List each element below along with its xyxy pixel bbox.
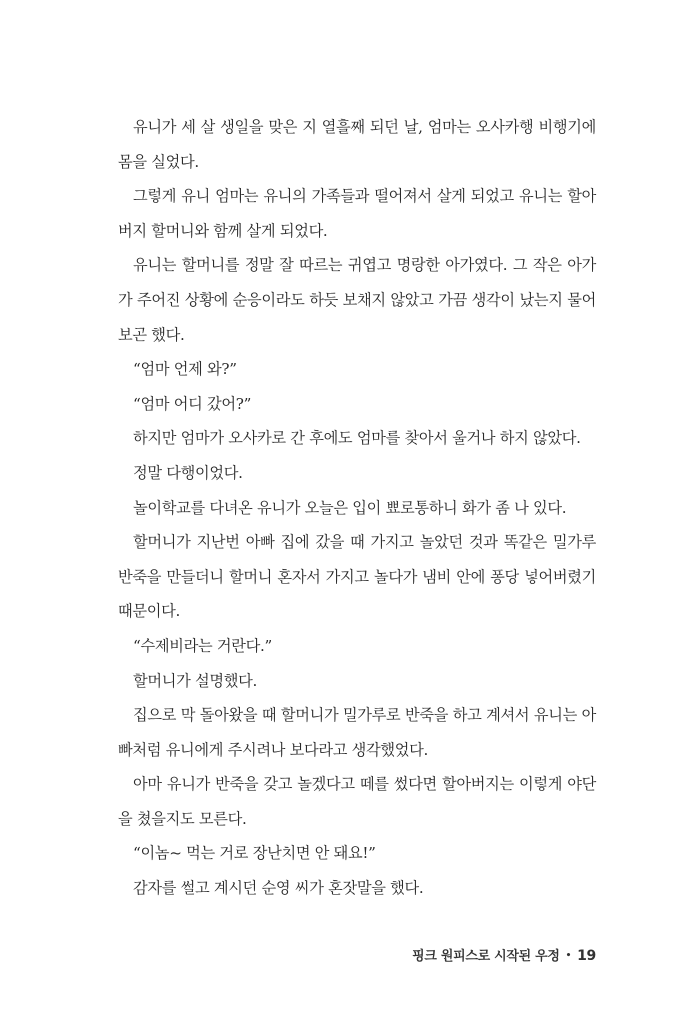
paragraph: “엄마 어디 갔어?” bbox=[133, 394, 252, 413]
page-number: 19 bbox=[577, 948, 596, 964]
paragraph: 아마 유니가 반죽을 갖고 놀겠다고 떼를 썼다면 할아버지는 이렇게 야단을 쳤을지도 모른다. bbox=[118, 775, 596, 828]
paragraph: “수제비라는 거란다.” bbox=[133, 636, 272, 655]
paragraph: 그렇게 유니 엄마는 유니의 가족들과 떨어져서 살게 되었고 유니는 할아버지 할머니와 함께 살게 되었다. bbox=[118, 187, 596, 240]
paragraph: 감자를 썰고 계시던 순영 씨가 혼잣말을 했다. bbox=[133, 879, 424, 898]
paragraph: 유니가 세 살 생일을 맞은 지 열흘째 되던 날, 엄마는 오사카행 비행기에 몸을 실었다. bbox=[118, 118, 596, 171]
paragraph: 할머니가 설명했다. bbox=[133, 671, 258, 690]
paragraph: 놀이학교를 다녀온 유니가 오늘은 입이 뾰로통하니 화가 좀 나 있다. bbox=[133, 498, 567, 517]
paragraph: 할머니가 지난번 아빠 집에 갔을 때 가지고 놀았던 것과 똑같은 밀가루 반죽을 만들더니 할머니 혼자서 가지고 놀다가 냄비 안에 퐁당 넣어버렸기 때문이다. bbox=[118, 533, 596, 621]
paragraph: 정말 다행이었다. bbox=[133, 463, 243, 482]
paragraph: “이놈~ 먹는 거로 장난치면 안 돼요!” bbox=[133, 844, 376, 863]
footer-separator: • bbox=[565, 951, 572, 961]
body-text bbox=[118, 110, 596, 906]
running-title: 핑크 원피스로 시작된 우정 bbox=[412, 949, 560, 964]
page-footer bbox=[412, 945, 596, 964]
paragraph: 하지만 엄마가 오사카로 간 후에도 엄마를 찾아서 울거나 하지 않았다. bbox=[133, 429, 581, 448]
paragraph: 집으로 막 돌아왔을 때 할머니가 밀가루로 반죽을 하고 계셔서 유니는 아빠처럼 유니에게 주시려나 보다라고 생각했었다. bbox=[118, 706, 596, 759]
paragraph: “엄마 언제 와?” bbox=[133, 360, 237, 379]
paragraph: 유니는 할머니를 정말 잘 따르는 귀엽고 명랑한 아가였다. 그 작은 아가가 주어진 상황에 순응이라도 하듯 보채지 않았고 가끔 생각이 났는지 물어보곤 했다. bbox=[118, 256, 596, 344]
